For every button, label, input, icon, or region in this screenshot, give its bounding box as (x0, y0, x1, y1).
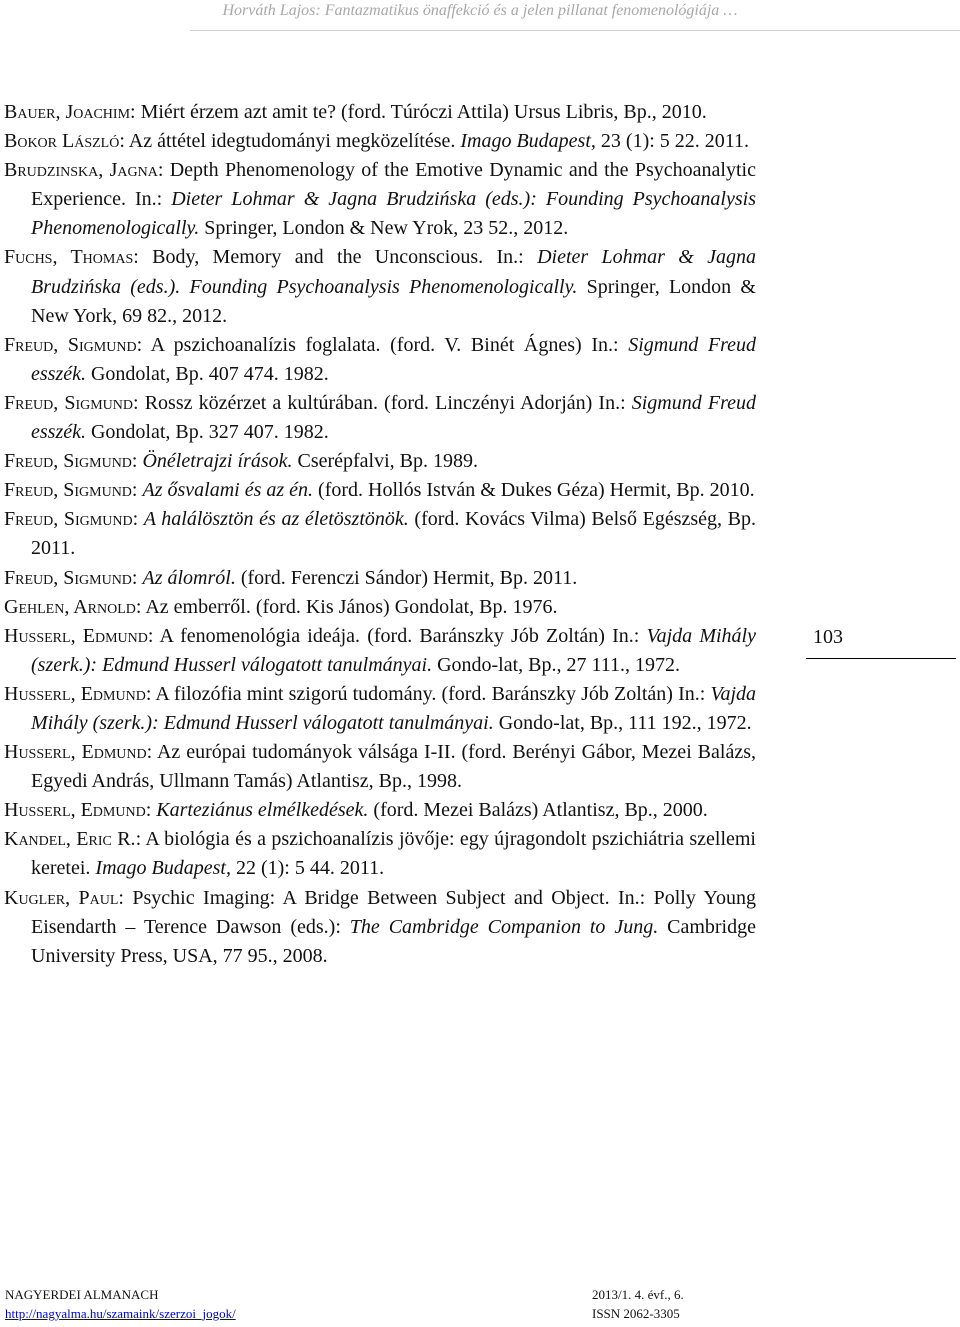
entry-title-italic: Imago Budapest, (460, 130, 596, 153)
header-rule (190, 30, 960, 31)
bibliography-entry (4, 447, 756, 476)
entry-text: : Az európai tudományok válsága I-II. (ford. Berényi Gábor, Mezei Balázs, Egyedi András, Ullmann Tamás) Atlantisz, Bp., 1998. (31, 741, 756, 793)
entry-author: Freud, Sigmund (4, 479, 132, 502)
entry-text: Cambridge University Press, USA, 77 95., 2008. (31, 915, 756, 967)
entry-author: Husserl, Edmund (4, 624, 148, 647)
entry-title-italic: Önéletrajzi írások. (142, 450, 293, 473)
bibliography-entry (4, 622, 756, 680)
bibliography-entry (4, 156, 756, 243)
entry-text: : Miért érzem azt amit te? (ford. Túróczi Attila) Ursus Libris, Bp., 2010. (130, 101, 707, 123)
entry-author: Bokor László (4, 130, 120, 153)
entry-text: : (131, 450, 143, 473)
entry-title-italic: The Cambridge Companion to Jung. (349, 915, 659, 938)
entry-text: : (131, 566, 143, 589)
entry-title-italic: Dieter Lohmar & Jagna Brudzińska (eds.): Founding Psychoanalysis Phenomenologically. (31, 188, 756, 240)
bibliography-entry (4, 389, 756, 447)
entry-title-italic: Dieter Lohmar & Jagna Brudzińska (eds.). Founding Psychoanalysis Phenomenologically. (31, 246, 757, 298)
entry-text: : Rossz közérzet a kultúrában. (ford. Linczényi Adorján) In.: (133, 391, 632, 414)
entry-text: : A pszichoanalízis foglalata. (ford. V. Binét Ágnes) In.: (136, 333, 629, 356)
entry-title-italic: Karteziánus elmélkedések. (156, 799, 369, 822)
entry-title-italic: Vajda Mihály (szerk.): Edmund Husserl válogatott tanulmányai. (31, 682, 756, 734)
entry-title-italic: Vajda Mihály (szerk.): Edmund Husserl válogatott tanulmányai. (31, 624, 756, 676)
entry-text: : A filozófia mint szigorú tudomány. (ford. Baránszky Jób Zoltán) In.: (145, 682, 711, 705)
entry-author: Husserl, Edmund (4, 741, 147, 764)
entry-text: (ford. Hollós István & Dukes Géza) Hermit, Bp. 2010. (313, 479, 755, 502)
entry-title-italic: A halálösztön és az életösztönök. (143, 508, 409, 531)
entry-text: : Psychic Imaging: A Bridge Between Subject and Object. In.: Polly Young Eisendarth – Terence Dawson (eds.): (31, 886, 756, 938)
entry-author: Freud, Sigmund (4, 508, 133, 531)
bibliography-entry (4, 738, 756, 796)
bibliography-entry (4, 98, 756, 127)
page-number: 103 (813, 626, 843, 648)
issue-info: 2013/1. 4. évf., 6. (592, 1287, 684, 1302)
entry-title-italic: Sigmund Freud esszék. (31, 333, 756, 385)
entry-author: Bauer, Joachim (4, 101, 131, 123)
entry-text: (ford. Kovács Vilma) Belső Egészség, Bp. 2011. (31, 508, 757, 560)
bibliography-entry (4, 127, 756, 156)
bibliography-entry (4, 564, 756, 593)
entry-text: : A fenomenológia ideája. (ford. Baránszky Jób Zoltán) In.: (147, 624, 647, 647)
entry-text: : (132, 508, 144, 531)
entry-author: Gehlen, Arnold (4, 595, 136, 618)
entry-text: 23 (1): 5 22. 2011. (595, 130, 750, 153)
entry-text: Gondolat, Bp. 327 407. 1982. (85, 421, 329, 444)
entry-title-italic: Az álomról. (142, 566, 236, 589)
bibliography-entry (4, 680, 756, 738)
entry-author: Kugler, Paul (4, 886, 119, 909)
entry-author: Freud, Sigmund (4, 566, 132, 589)
bibliography-entry (4, 505, 756, 563)
entry-title-italic: Sigmund Freud esszék. (31, 391, 756, 444)
entry-author: Husserl, Edmund (4, 682, 146, 705)
entry-author: Kandel, Eric R. (4, 828, 136, 851)
entry-author: Fuchs, Thomas (4, 246, 134, 269)
entry-text: : Az emberről. (ford. Kis János) Gondolat, Bp. 1976. (135, 595, 558, 618)
bibliography-entry (4, 884, 756, 971)
entry-author: Freud, Sigmund (4, 391, 134, 414)
bibliography-entry (4, 243, 756, 330)
entry-author: Husserl, Edmund (4, 799, 146, 822)
running-head: Horváth Lajos: Fantazmatikus önaffekció és a jelen pillanat fenomenológiája … (222, 2, 738, 19)
bibliography-entry (4, 825, 756, 883)
entry-text: (ford. Mezei Balázs) Atlantisz, Bp., 2000. (368, 799, 708, 822)
entry-text: Gondolat, Bp. 407 474. 1982. (85, 362, 329, 385)
entry-title-italic: Imago Budapest, (95, 857, 231, 880)
bibliography-entry (4, 593, 756, 622)
entry-text: Gondo-lat, Bp., 111 192., 1972. (493, 711, 752, 734)
entry-text: Gondo-lat, Bp., 27 111., 1972. (432, 653, 681, 676)
entry-author: Freud, Sigmund (4, 333, 137, 356)
entry-text: : A biológia és a pszichoanalízis jövője: egy újragondolt pszichiátria szellemi keretei. (31, 828, 756, 880)
bibliography-entry (4, 796, 756, 825)
entry-text: : Depth Phenomenology of the Emotive Dynamic and the Psychoanalytic Experience. In.: (31, 159, 756, 211)
entry-text: 22 (1): 5 44. 2011. (230, 857, 385, 880)
bibliography-entry (4, 331, 756, 389)
entry-title-italic: Az ősvalami és az én. (142, 479, 314, 502)
entry-text: Cserépfalvi, Bp. 1989. (292, 450, 479, 473)
entry-text: : (145, 799, 157, 822)
entry-author: Brudzinska, Jagna (4, 159, 158, 182)
entry-text: Springer, London & New Yrok, 23 52., 2012. (199, 217, 569, 240)
bibliography-entry (4, 476, 756, 505)
issn-number: ISSN 2062-3305 (592, 1306, 680, 1321)
copyright-link[interactable]: http://nagyalma.hu/szamaink/szerzoi_jogok/ (5, 1306, 236, 1321)
journal-name: NAGYERDEI ALMANACH (5, 1287, 159, 1302)
entry-text: Springer, London & New York, 69 82., 2012. (31, 275, 756, 327)
entry-text: : Body, Memory and the Unconscious. In.: (133, 246, 538, 269)
entry-text: : (131, 479, 143, 502)
entry-text: : Az áttétel idegtudományi megközelítése. (119, 130, 461, 153)
page-number-rule (806, 658, 956, 659)
bibliography-list (4, 98, 756, 971)
entry-text: (ford. Ferenczi Sándor) Hermit, Bp. 2011. (235, 566, 578, 589)
entry-author: Freud, Sigmund (4, 450, 132, 473)
